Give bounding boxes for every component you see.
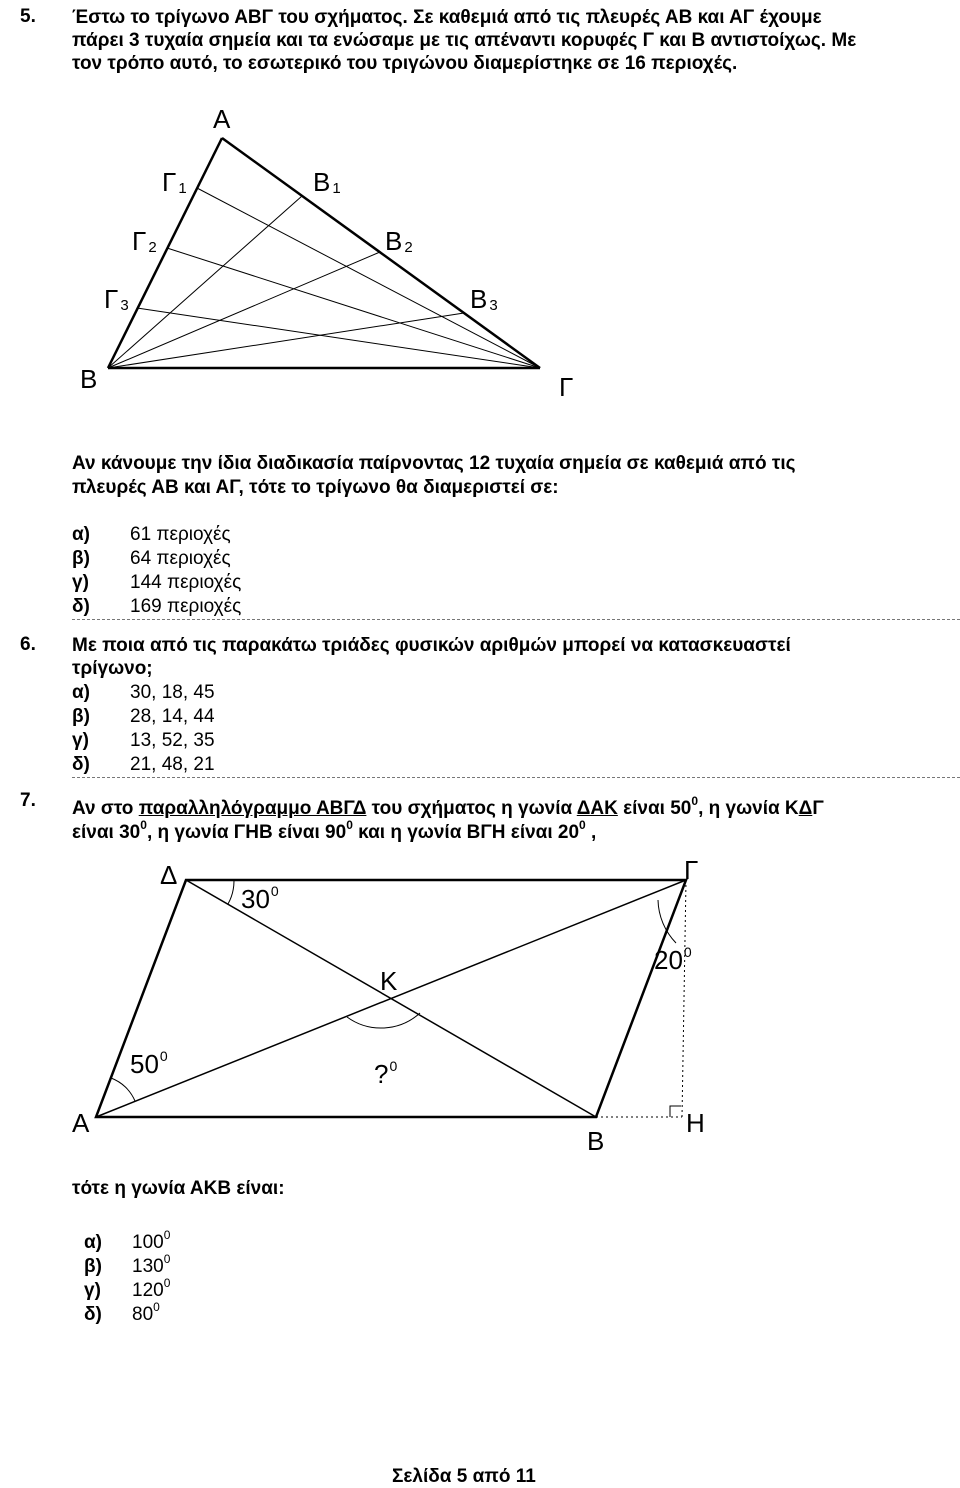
- option-text: 64 περιοχές: [130, 548, 231, 569]
- question-number: 6.: [20, 634, 36, 655]
- degree-sign: 0: [163, 1228, 171, 1242]
- option-text: 21, 48, 21: [130, 754, 215, 775]
- text-run: και η γωνία ΒΓΗ είναι 20: [352, 822, 580, 843]
- degree-sign: 0: [153, 1300, 160, 1314]
- text-run: είναι 30: [72, 822, 141, 843]
- text-run: του σχήματος η γωνία: [366, 798, 577, 819]
- option-letter: δ): [72, 754, 90, 775]
- option-text: 80: [132, 1304, 154, 1325]
- vertex-label-B: Β: [80, 364, 98, 394]
- point-subscript: 3: [489, 297, 498, 314]
- point-subscript: 2: [404, 239, 413, 256]
- degree-sign: 0: [163, 1276, 171, 1290]
- option-letter: α): [72, 524, 91, 545]
- option-letter: γ): [84, 1280, 101, 1301]
- point-letter: Γ: [104, 284, 119, 314]
- angle-value: 20: [654, 945, 683, 975]
- question-text-line: πάρει 3 τυχαία σημεία και τα ενώσαμε με τις απέναντι κορυφές Γ και Β αντιστοίχως. Με: [72, 30, 857, 51]
- right-angle-mark: [670, 1106, 681, 1117]
- option-letter: β): [72, 706, 90, 727]
- vertex-label-D: Δ: [160, 860, 178, 890]
- point-subscript: 2: [148, 239, 157, 256]
- text-run: Δ: [798, 798, 813, 819]
- text-run: , η γωνία Κ: [698, 798, 799, 819]
- angle-value: 30: [241, 884, 270, 914]
- point-letter: Γ: [162, 167, 177, 197]
- question-text-line: Με ποια από τις παρακάτω τριάδες φυσικών αριθμών μπορεί να κατασκευαστεί: [72, 635, 791, 656]
- question-text-line: Έστω το τρίγωνο ΑΒΓ του σχήματος. Σε καθεμιά από τις πλευρές ΑΒ και ΑΓ έχουμε: [72, 7, 822, 28]
- degree-sign: 0: [159, 1048, 168, 1064]
- degree-sign: 0: [691, 794, 699, 808]
- option-text: 130: [132, 1256, 164, 1277]
- question-number: 7.: [20, 790, 36, 811]
- page-footer: Σελίδα 5 από 11: [392, 1466, 536, 1487]
- point-subscript: 1: [178, 180, 187, 197]
- point-label-K: Κ: [380, 966, 398, 996]
- degree-sign: 0: [140, 818, 147, 832]
- angle-label-50: [130, 1048, 168, 1080]
- option-text: 13, 52, 35: [130, 730, 215, 751]
- angle-value: 50: [130, 1049, 159, 1079]
- angle-arc-50: [111, 1078, 135, 1101]
- degree-sign: 0: [389, 1058, 398, 1074]
- option-d[interactable]: [84, 1295, 160, 1327]
- question-text-line: τότε η γωνία ΑΚΒ είναι:: [72, 1178, 285, 1199]
- vertex-label-A: Α: [72, 1108, 90, 1138]
- segment-GH-dotted: [682, 880, 686, 1117]
- option-letter: β): [72, 548, 90, 569]
- option-text: 169 περιοχές: [130, 596, 242, 617]
- degree-sign: 0: [270, 883, 279, 899]
- angle-arc-unknown: [347, 1013, 420, 1028]
- point-label-H: Η: [686, 1108, 705, 1138]
- option-text: 120: [132, 1280, 164, 1301]
- vertex-label-G: Γ: [559, 372, 574, 402]
- vertex-label-A: Α: [213, 104, 231, 134]
- text-run: παραλληλόγραμμο ΑΒΓΔ: [138, 798, 367, 819]
- angle-arc-30: [228, 880, 234, 904]
- angle-label-20: [654, 944, 692, 976]
- angle-arc-20: [658, 900, 676, 943]
- angle-label-unknown: [374, 1058, 397, 1090]
- point-letter: Β: [470, 284, 488, 314]
- unknown-angle: ?: [374, 1059, 389, 1089]
- option-letter: δ): [84, 1304, 102, 1325]
- option-text: 144 περιοχές: [130, 572, 242, 593]
- question-text-line: τρίγωνο;: [72, 658, 153, 679]
- point-subscript: 3: [120, 297, 129, 314]
- vertex-label-G: Γ: [684, 855, 699, 885]
- option-text: 28, 14, 44: [130, 706, 215, 727]
- option-letter: β): [84, 1256, 102, 1277]
- vertex-label-B: Β: [587, 1126, 605, 1156]
- text-run: Αν στο: [72, 798, 139, 819]
- degree-sign: 0: [683, 944, 692, 960]
- text-run: Γ: [812, 798, 824, 819]
- point-letter: Γ: [132, 226, 147, 256]
- option-letter: α): [72, 682, 91, 703]
- point-letter: Β: [385, 226, 403, 256]
- text-run: , η γωνία ΓΗΒ είναι 90: [146, 822, 347, 843]
- text-run: ΔΑΚ: [576, 798, 618, 819]
- option-text: 100: [132, 1232, 164, 1253]
- question-text-line: τον τρόπο αυτό, το εσωτερικό του τριγώνου διαμερίστηκε σε 16 περιοχές.: [72, 53, 738, 74]
- question-text-line: Αν κάνουμε την ίδια διαδικασία παίρνοντας 12 τυχαία σημεία σε καθεμιά από τις: [72, 453, 796, 474]
- option-text: 61 περιοχές: [130, 524, 231, 545]
- point-letter: Β: [313, 167, 331, 197]
- angle-label-30: [241, 883, 279, 915]
- option-letter: γ): [72, 730, 89, 751]
- option-letter: γ): [72, 572, 89, 593]
- question-number: 5.: [20, 6, 36, 27]
- point-subscript: 1: [332, 180, 341, 197]
- degree-sign: 0: [163, 1252, 171, 1266]
- text-run: είναι 50: [617, 798, 692, 819]
- option-text: 30, 18, 45: [130, 682, 215, 703]
- option-letter: δ): [72, 596, 90, 617]
- degree-sign: 0: [346, 818, 353, 832]
- text-run: ,: [585, 822, 597, 843]
- option-letter: α): [84, 1232, 103, 1253]
- degree-sign: 0: [579, 818, 586, 832]
- question-text-line: πλευρές ΑΒ και ΑΓ, τότε το τρίγωνο θα διαμεριστεί σε:: [72, 477, 559, 498]
